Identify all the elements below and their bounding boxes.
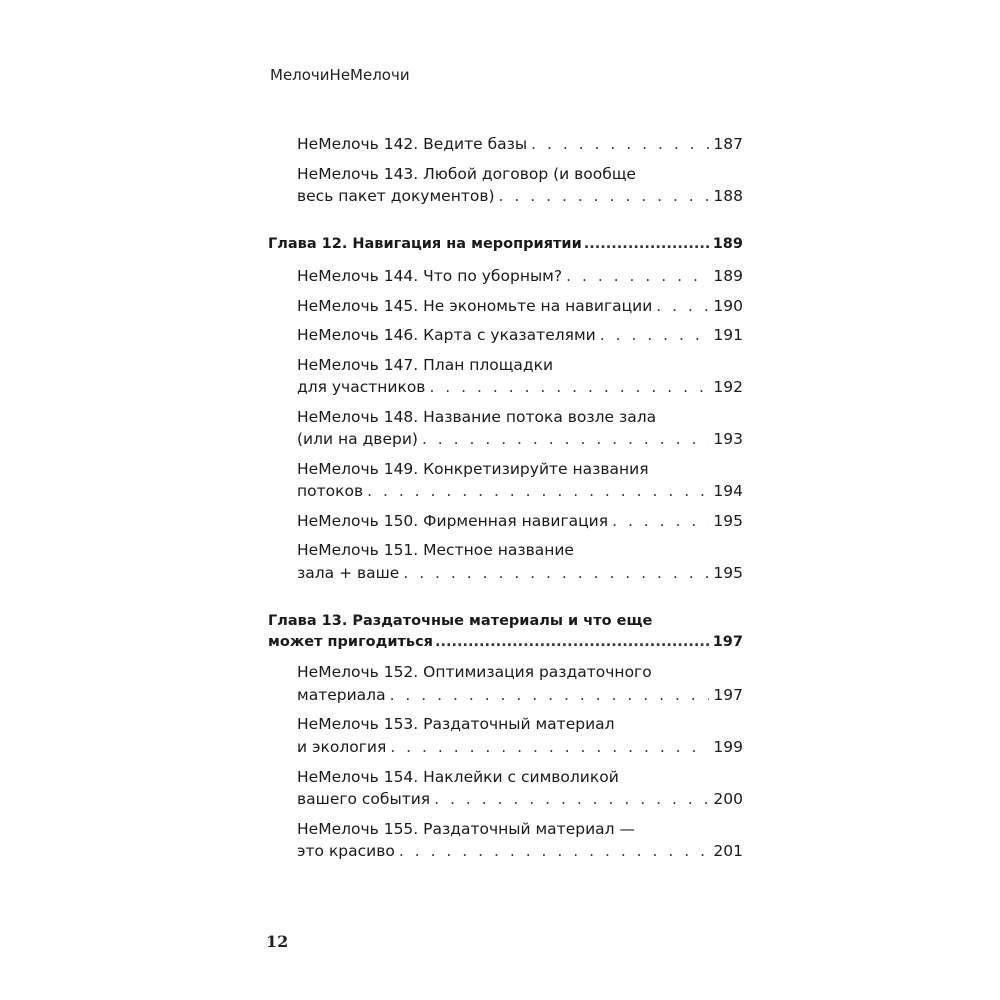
toc-entry-title: НеМелочь 142. Ведите базы (297, 135, 528, 153)
toc-chapter-13-line1[interactable]: Глава 13. Раздаточные материалы и что еще (268, 613, 653, 629)
toc-entry-143-line1[interactable]: НеМелочь 143. Любой договор (и вообще (297, 165, 636, 183)
dot-leader (566, 266, 709, 286)
dot-leader (390, 737, 709, 757)
toc-entry-page: 193 (713, 430, 743, 448)
dot-leader (531, 134, 709, 154)
toc-entry-page: 192 (713, 378, 743, 396)
dot-leader (422, 429, 709, 449)
toc-entry-153[interactable] (297, 737, 743, 759)
toc-entry-151[interactable] (297, 563, 743, 585)
toc-entry-title: НеМелочь 150. Фирменная навигация (297, 512, 609, 530)
running-header: МелочиНеМелочи (270, 66, 410, 84)
toc-chapter-12[interactable] (268, 234, 743, 256)
toc-entry-153-line1[interactable]: НеМелочь 153. Раздаточный материал (297, 715, 615, 733)
toc-entry-page: 199 (713, 738, 743, 756)
toc-entry-147[interactable] (297, 377, 743, 399)
toc-entry-page: 187 (713, 135, 743, 153)
toc-entry-page: 188 (713, 187, 743, 205)
toc-entry-title: и экология (297, 738, 387, 756)
dot-leader (434, 789, 709, 809)
dot-leader (584, 234, 711, 254)
dot-leader (600, 325, 710, 345)
toc-entry-page: 194 (713, 482, 743, 500)
toc-entry-155[interactable] (297, 841, 743, 863)
toc-entry-142[interactable] (297, 134, 743, 156)
dot-leader (403, 563, 709, 583)
toc-entry-title: для участников (297, 378, 426, 396)
toc-entry-page: 191 (713, 326, 743, 344)
toc-entry-title: весь пакет документов) (297, 187, 495, 205)
toc-entry-title: НеМелочь 146. Карта с указателями (297, 326, 596, 344)
toc-entry-146[interactable] (297, 325, 743, 347)
dot-leader (656, 296, 709, 316)
dot-leader (399, 841, 710, 861)
dot-leader (499, 186, 710, 206)
toc-chapter-13[interactable] (268, 632, 743, 654)
dot-leader (612, 511, 709, 531)
toc-entry-148-line1[interactable]: НеМелочь 148. Название потока возле зала (297, 408, 657, 426)
toc-entry-title: это красиво (297, 842, 395, 860)
toc-entry-149-line1[interactable]: НеМелочь 149. Конкретизируйте названия (297, 460, 649, 478)
toc-entry-page: 190 (713, 297, 743, 315)
toc-entry-149[interactable] (297, 481, 743, 503)
toc-entry-148[interactable] (297, 429, 743, 451)
toc-entry-154[interactable] (297, 789, 743, 811)
toc-chapter-page: 197 (712, 634, 743, 650)
toc-chapter-page: 189 (712, 236, 743, 252)
toc-entry-page: 195 (713, 564, 743, 582)
toc-entry-page: 200 (713, 790, 743, 808)
toc-entry-143[interactable] (297, 186, 743, 208)
toc-entry-title: НеМелочь 145. Не экономьте на навигации (297, 297, 653, 315)
toc-entry-page: 201 (713, 842, 743, 860)
dot-leader (390, 685, 710, 705)
toc-entry-144[interactable] (297, 266, 743, 288)
toc-entry-page: 195 (713, 512, 743, 530)
toc-entry-150[interactable] (297, 511, 743, 533)
toc-chapter-title: может пригодиться (268, 634, 433, 650)
toc-entry-154-line1[interactable]: НеМелочь 154. Наклейки с символикой (297, 768, 619, 786)
toc-entry-title: потоков (297, 482, 364, 500)
toc-entry-title: материала (297, 686, 386, 704)
toc-entry-152-line1[interactable]: НеМелочь 152. Оптимизация раздаточного (297, 663, 652, 681)
dot-leader (435, 632, 711, 652)
toc-entry-title: вашего события (297, 790, 431, 808)
toc-entry-151-line1[interactable]: НеМелочь 151. Местное название (297, 541, 574, 559)
dot-leader (367, 481, 709, 501)
dot-leader (429, 377, 709, 397)
toc-entry-title: зала + ваше (297, 564, 400, 582)
toc-entry-title: (или на двери) (297, 430, 418, 448)
toc-entry-155-line1[interactable]: НеМелочь 155. Раздаточный материал — (297, 820, 635, 838)
toc-entry-page: 189 (713, 267, 743, 285)
toc-entry-147-line1[interactable]: НеМелочь 147. План площадки (297, 356, 554, 374)
toc-entry-title: НеМелочь 144. Что по уборным? (297, 267, 563, 285)
toc-chapter-title: Глава 12. Навигация на мероприятии (268, 236, 582, 252)
toc-entry-page: 197 (713, 686, 743, 704)
toc-entry-145[interactable] (297, 296, 743, 318)
toc-entry-152[interactable] (297, 685, 743, 707)
page-number: 12 (266, 932, 289, 951)
